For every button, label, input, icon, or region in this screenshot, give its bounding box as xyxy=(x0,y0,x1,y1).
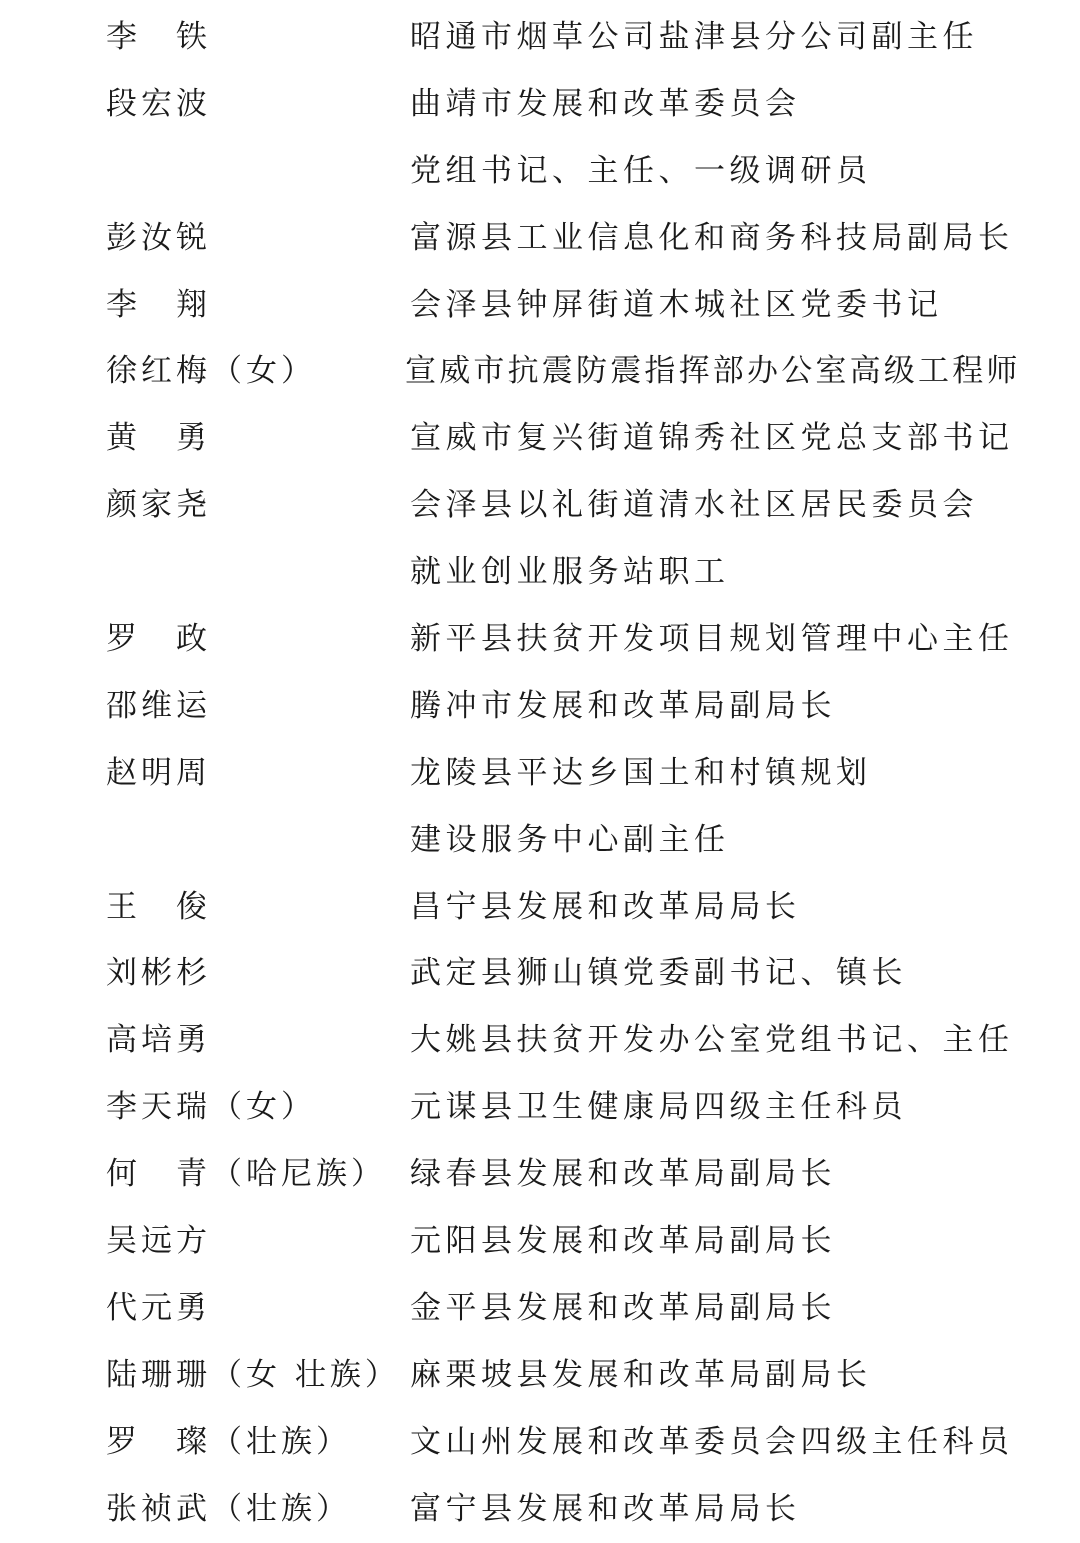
person-title: 武定县狮山镇党委副书记、镇长 xyxy=(410,955,907,992)
list-item xyxy=(0,940,1080,1007)
person-name: 彭汝锐 xyxy=(106,219,211,256)
list-item xyxy=(0,1208,1080,1275)
person-title: 绿春县发展和改革局副局长 xyxy=(410,1156,836,1193)
person-name: 邵维运 xyxy=(106,687,211,724)
person-name: 段宏波 xyxy=(106,85,211,122)
list-item xyxy=(0,4,1080,71)
person-title: 昭通市烟草公司盐津县分公司副主任 xyxy=(410,19,978,55)
person-title: 富宁县发展和改革局局长 xyxy=(410,1490,801,1527)
person-title: 麻栗坡县发展和改革局副局长 xyxy=(410,1356,872,1393)
person-title: 文山州发展和改革委员会四级主任科员 xyxy=(410,1423,1014,1460)
list-item xyxy=(0,138,1080,205)
list-item xyxy=(0,272,1080,339)
person-title: 建设服务中心副主任 xyxy=(410,821,730,858)
person-name: 黄 勇 xyxy=(106,420,211,457)
person-title: 新平县扶贫开发项目规划管理中心主任 xyxy=(410,621,1014,658)
person-title: 腾冲市发展和改革局副局长 xyxy=(410,687,836,724)
person-name: 罗 政 xyxy=(106,621,211,658)
person-title: 会泽县钟屏街道木城社区党委书记 xyxy=(410,286,943,323)
person-title: 金平县发展和改革局副局长 xyxy=(410,1289,836,1326)
list-item xyxy=(0,472,1080,539)
list-item xyxy=(0,405,1080,472)
person-name: 李 铁 xyxy=(106,19,211,55)
person-title: 宣威市复兴街道锦秀社区党总支部书记 xyxy=(410,420,1014,457)
list-item xyxy=(0,673,1080,740)
person-name: 高培勇 xyxy=(106,1022,211,1059)
list-item xyxy=(0,1476,1080,1543)
list-item xyxy=(0,1141,1080,1208)
person-title: 宣威市抗震防震指挥部办公室高级工程师 xyxy=(405,353,1021,390)
person-name: 陆珊珊（女 壮族） xyxy=(106,1356,400,1393)
list-item xyxy=(0,539,1080,606)
person-title: 昌宁县发展和改革局局长 xyxy=(410,888,801,925)
person-title: 党组书记、主任、一级调研员 xyxy=(410,152,872,189)
person-title: 富源县工业信息化和商务科技局副局长 xyxy=(410,219,1014,256)
person-name: 代元勇 xyxy=(106,1289,211,1326)
list-item xyxy=(0,1275,1080,1342)
person-name: 罗 璨（壮族） xyxy=(106,1423,351,1460)
person-title: 元谋县卫生健康局四级主任科员 xyxy=(410,1089,907,1126)
person-name: 颜家尧 xyxy=(106,487,211,524)
person-title: 大姚县扶贫开发办公室党组书记、主任 xyxy=(410,1022,1014,1059)
list-item xyxy=(0,1074,1080,1141)
person-name: 王 俊 xyxy=(106,888,211,925)
person-title: 曲靖市发展和改革委员会 xyxy=(410,85,801,122)
person-name: 徐红梅（女） xyxy=(106,353,316,390)
person-name: 何 青（哈尼族） xyxy=(106,1156,386,1193)
list-item xyxy=(0,338,1080,405)
list-item xyxy=(0,874,1080,941)
list-item xyxy=(0,740,1080,807)
person-name: 刘彬杉 xyxy=(106,955,211,992)
person-name: 李天瑞（女） xyxy=(106,1089,316,1126)
list-item xyxy=(0,807,1080,874)
roster-list xyxy=(0,4,1080,1542)
person-title: 龙陵县平达乡国土和村镇规划 xyxy=(410,754,872,791)
list-item xyxy=(0,71,1080,138)
person-title: 元阳县发展和改革局副局长 xyxy=(410,1223,836,1260)
person-name: 吴远方 xyxy=(106,1223,211,1260)
list-item xyxy=(0,1409,1080,1476)
person-title: 会泽县以礼街道清水社区居民委员会 xyxy=(410,487,978,524)
person-name: 张祯武（壮族） xyxy=(106,1490,351,1527)
person-name: 李 翔 xyxy=(106,286,211,323)
person-title: 就业创业服务站职工 xyxy=(410,554,730,591)
person-name: 赵明周 xyxy=(106,754,211,791)
list-item xyxy=(0,1342,1080,1409)
list-item xyxy=(0,205,1080,272)
list-item xyxy=(0,606,1080,673)
list-item xyxy=(0,1007,1080,1074)
